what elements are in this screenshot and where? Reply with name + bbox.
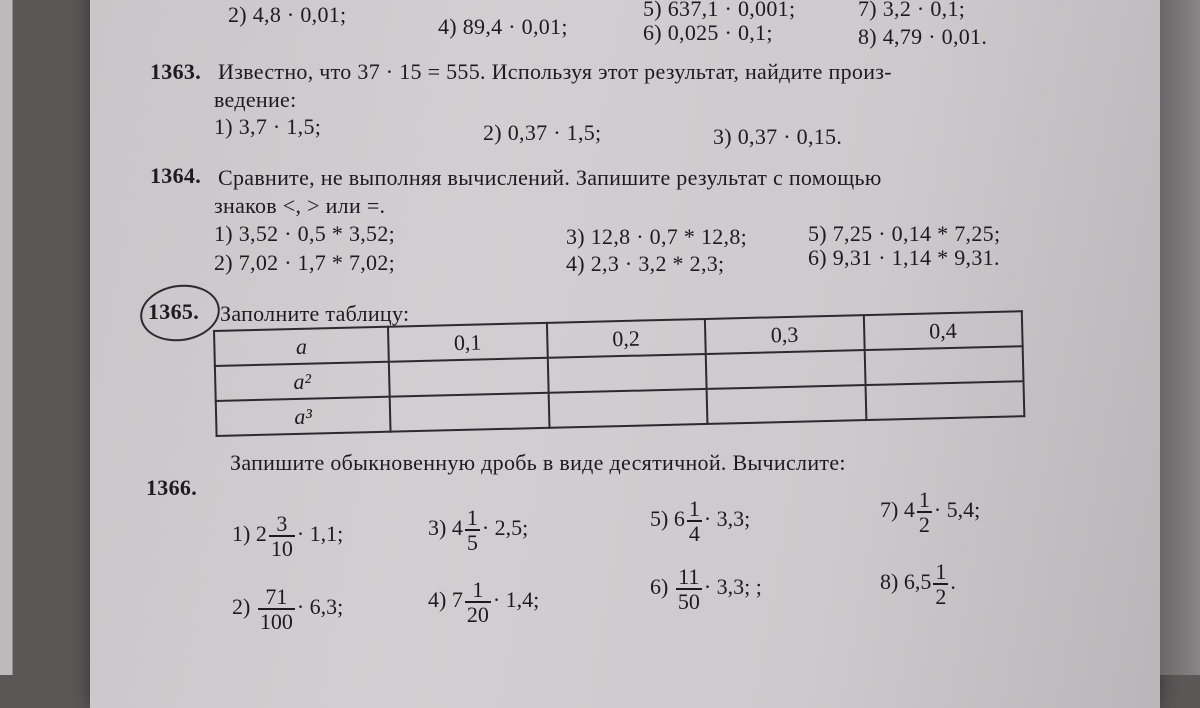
table-cell-col-1: 0,1 (388, 323, 547, 362)
fraction: $\frac{1}{2}$ (918, 487, 930, 538)
exercise-1366-7: 7) 4 $\frac{1}{2}$ · 5,4; (880, 487, 981, 538)
right-page-edge (1160, 0, 1200, 675)
problem-1364-item-3: 3) 12,8 · 0,7 * 12,8; (566, 224, 748, 249)
problem-1364-item-4: 4) 2,3 · 3,2 * 2,3; (566, 251, 725, 276)
exercise-1366-2: 2) $\frac{71}{100}$ · 6,3; (232, 584, 344, 635)
problem-1364-item-2: 2) 7,02 · 1,7 * 7,02; (214, 250, 396, 275)
top-item-4: 4) 89,4 · 0,01; (438, 14, 568, 39)
exercise-1366-4: 4) 7 $\frac{1}{20}$ · 1,4; (428, 577, 540, 628)
problem-1364-text-1: Сравните, не выполняя вычислений. Запишите результат с помощью (218, 165, 882, 190)
problem-1365-text: Заполните таблицу: (220, 301, 410, 326)
problem-1363-item-3: 3) 0,37 · 0,15. (713, 124, 843, 149)
exercise-1366-5: 5) 6 $\frac{1}{4}$ · 3,3; (650, 496, 751, 547)
table-cell-col-4: 0,4 (863, 311, 1022, 350)
fraction: $\frac{11}{50}$ (677, 564, 700, 615)
values-table (213, 310, 1025, 437)
empty-cell (548, 389, 707, 428)
exercise-1366-3: 3) 4 $\frac{1}{5}$ · 2,5; (428, 505, 529, 556)
problem-1363-number: 1363. (150, 59, 201, 84)
top-item-5: 5) 637,1 · 0,001; (643, 0, 796, 21)
empty-cell (706, 350, 865, 389)
top-item-8: 8) 4,79 · 0,01. (858, 24, 988, 49)
empty-cell (865, 381, 1024, 420)
fraction: $\frac{3}{10}$ (270, 511, 293, 562)
left-page-edge (0, 0, 13, 675)
empty-cell (389, 358, 548, 397)
empty-cell (707, 385, 866, 424)
empty-cell (390, 393, 549, 432)
problem-1364-item-6: 6) 9,31 · 1,14 * 9,31. (808, 245, 1000, 270)
fraction: $\frac{1}{4}$ (688, 496, 700, 547)
row-header-a-squared: a² (215, 362, 390, 401)
fraction: $\frac{1}{2}$ (935, 559, 947, 610)
problem-1364-item-1: 1) 3,52 · 0,5 * 3,52; (214, 221, 396, 246)
exercise-1366-8: 8) 6,5 $\frac{1}{2}$ . (880, 559, 956, 610)
fraction: $\frac{1}{5}$ (466, 505, 478, 556)
empty-cell (864, 346, 1023, 385)
fraction: $\frac{1}{20}$ (466, 577, 489, 628)
table-cell-col-2: 0,2 (546, 319, 705, 358)
problem-1363-item-2: 2) 0,37 · 1,5; (483, 120, 602, 145)
problem-1365-number: 1365. (148, 299, 199, 324)
fraction: $\frac{71}{100}$ (259, 584, 293, 635)
problem-1363-text-1: Известно, что 37 · 15 = 555. Используя этот результат, найдите произ- (218, 59, 892, 84)
problem-1364-text-2: знаков <, > или =. (214, 193, 386, 218)
row-header-a-cubed: a³ (216, 397, 391, 436)
exercise-1366-6: 6) $\frac{11}{50}$ · 3,3; ; (650, 564, 762, 615)
table-cell-col-3: 0,3 (705, 315, 864, 354)
top-item-7: 7) 3,2 · 0,1; (858, 0, 966, 21)
problem-1363-item-1: 1) 3,7 · 1,5; (214, 114, 322, 139)
problem-1364-item-5: 5) 7,25 · 0,14 * 7,25; (808, 221, 1001, 246)
problem-1366-text: Запишите обыкновенную дробь в виде десятичной. Вычислите: (230, 450, 846, 475)
top-item-6: 6) 0,025 · 0,1; (643, 20, 773, 45)
row-header-a: a (214, 327, 389, 366)
problem-1364-number: 1364. (150, 163, 201, 188)
problem-1366-number: 1366. (146, 475, 197, 500)
top-item-2: 2) 4,8 · 0,01; (228, 2, 347, 27)
problem-1363-text-2: ведение: (214, 87, 297, 112)
exercise-1366-1: 1) 2 $\frac{3}{10}$ · 1,1; (232, 511, 344, 562)
empty-cell (547, 354, 706, 393)
